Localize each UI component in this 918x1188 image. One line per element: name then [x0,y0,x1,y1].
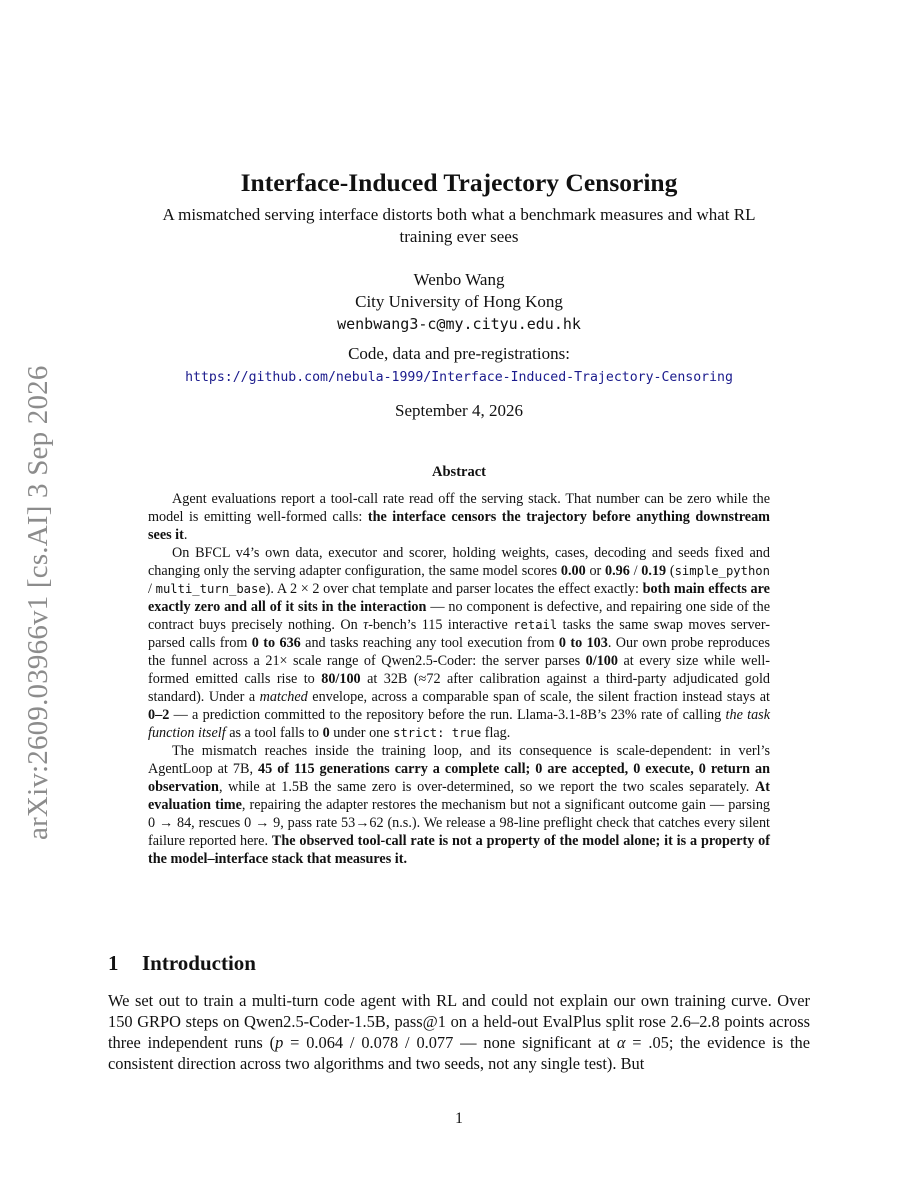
author-affiliation: City University of Hong Kong [355,292,563,311]
paper-date: September 4, 2026 [395,401,523,420]
section-number: 1 [108,951,119,975]
code-label: Code, data and pre-registrations: [348,344,570,363]
author-name: Wenbo Wang [413,270,505,289]
abstract-body [148,490,770,868]
repo-link[interactable]: https://github.com/nebula-1999/Interface-Induced-Trajectory-Censoring [185,370,733,385]
page-number: 1 [455,1110,463,1127]
code-block [0,343,918,389]
abstract-paragraph: The mismatch reaches inside the training loop, and its consequence is scale-dependent: in verl’s AgentLoop at 7B, 45 of 115 generations carry a complete call; 0 are accepted, 0 execute, 0 return an observation, while at 1.5B the same zero is over-determined, so we report the two scales separately. At evaluation time, repairing the adapter restores the mechanism but not a significant outcome gain — parsing 0 → 84, rescues 0 → 9, pass rate 53→62 (n.s.). We release a 98-line preflight check that catches every silent failure reported here. The observed tool-call rate is not a property of the model alone; it is a property of the model–interface stack that measures it. [148,743,771,867]
abstract-paragraph: On BFCL v4’s own data, executor and scorer, holding weights, cases, decoding and seeds fixed and changing only the serving adapter configuration, the same model scores 0.00 or 0.96 / 0.19 (simple_python / multi_turn_base). A 2 × 2 over chat template and parser locates the effect exactly: both main effects are exactly zero and all of it sits in the interaction — no component is defective, and repairing one side of the contract buys precisely nothing. On τ-bench’s 115 interactive retail tasks the same swap moves server-parsed calls from 0 to 636 and tasks reaching any tool execution from 0 to 103. Our own probe reproduces the funnel across a 21× scale range of Qwen2.5-Coder: the server parses 0/100 at every size while well-formed emitted calls rise to 80/100 at 32B (≈72 after calibration against a third-party adjudicated gold standard). Under a matched envelope, across a comparable span of scale, the silent fraction instead stays at 0–2 — a prediction committed to the repository before the run. Llama-3.1-8B’s 23% rate of calling the task function itself as a tool falls to 0 under one strict: true flag. [148,545,771,741]
section-heading [108,951,256,976]
abstract-paragraph: Agent evaluations report a tool-call rate read off the serving stack. That number can be zero while the model is emitting well-formed calls: the interface censors the trajectory before anything downstream sees it. [148,491,770,543]
arxiv-stamp: arXiv:2609.03966v1 [cs.AI] 3 Sep 2026 [22,365,54,840]
author-email[interactable]: wenbwang3-c@my.cityu.edu.hk [337,315,581,333]
intro-paragraph: We set out to train a multi-turn code agent with RL and could not explain our own training curve. Over 150 GRPO steps on Qwen2.5-Coder-1.5B, pass@1 on a held-out EvalPlus split rose 2.6–2.8 points across three independent runs (p = 0.064 / 0.078 / 0.077 — none significant at α = .05; the evidence is the consistent direction across two algorithms and two seeds, not any single test). But [108,991,810,1073]
abstract-heading: Abstract [432,464,486,480]
section-title: Introduction [142,951,256,975]
paper-title: Interface-Induced Trajectory Censoring [240,168,678,197]
author-block [0,269,918,335]
paper-subtitle: A mismatched serving interface distorts both what a benchmark measures and what RL training ever sees [162,205,756,246]
